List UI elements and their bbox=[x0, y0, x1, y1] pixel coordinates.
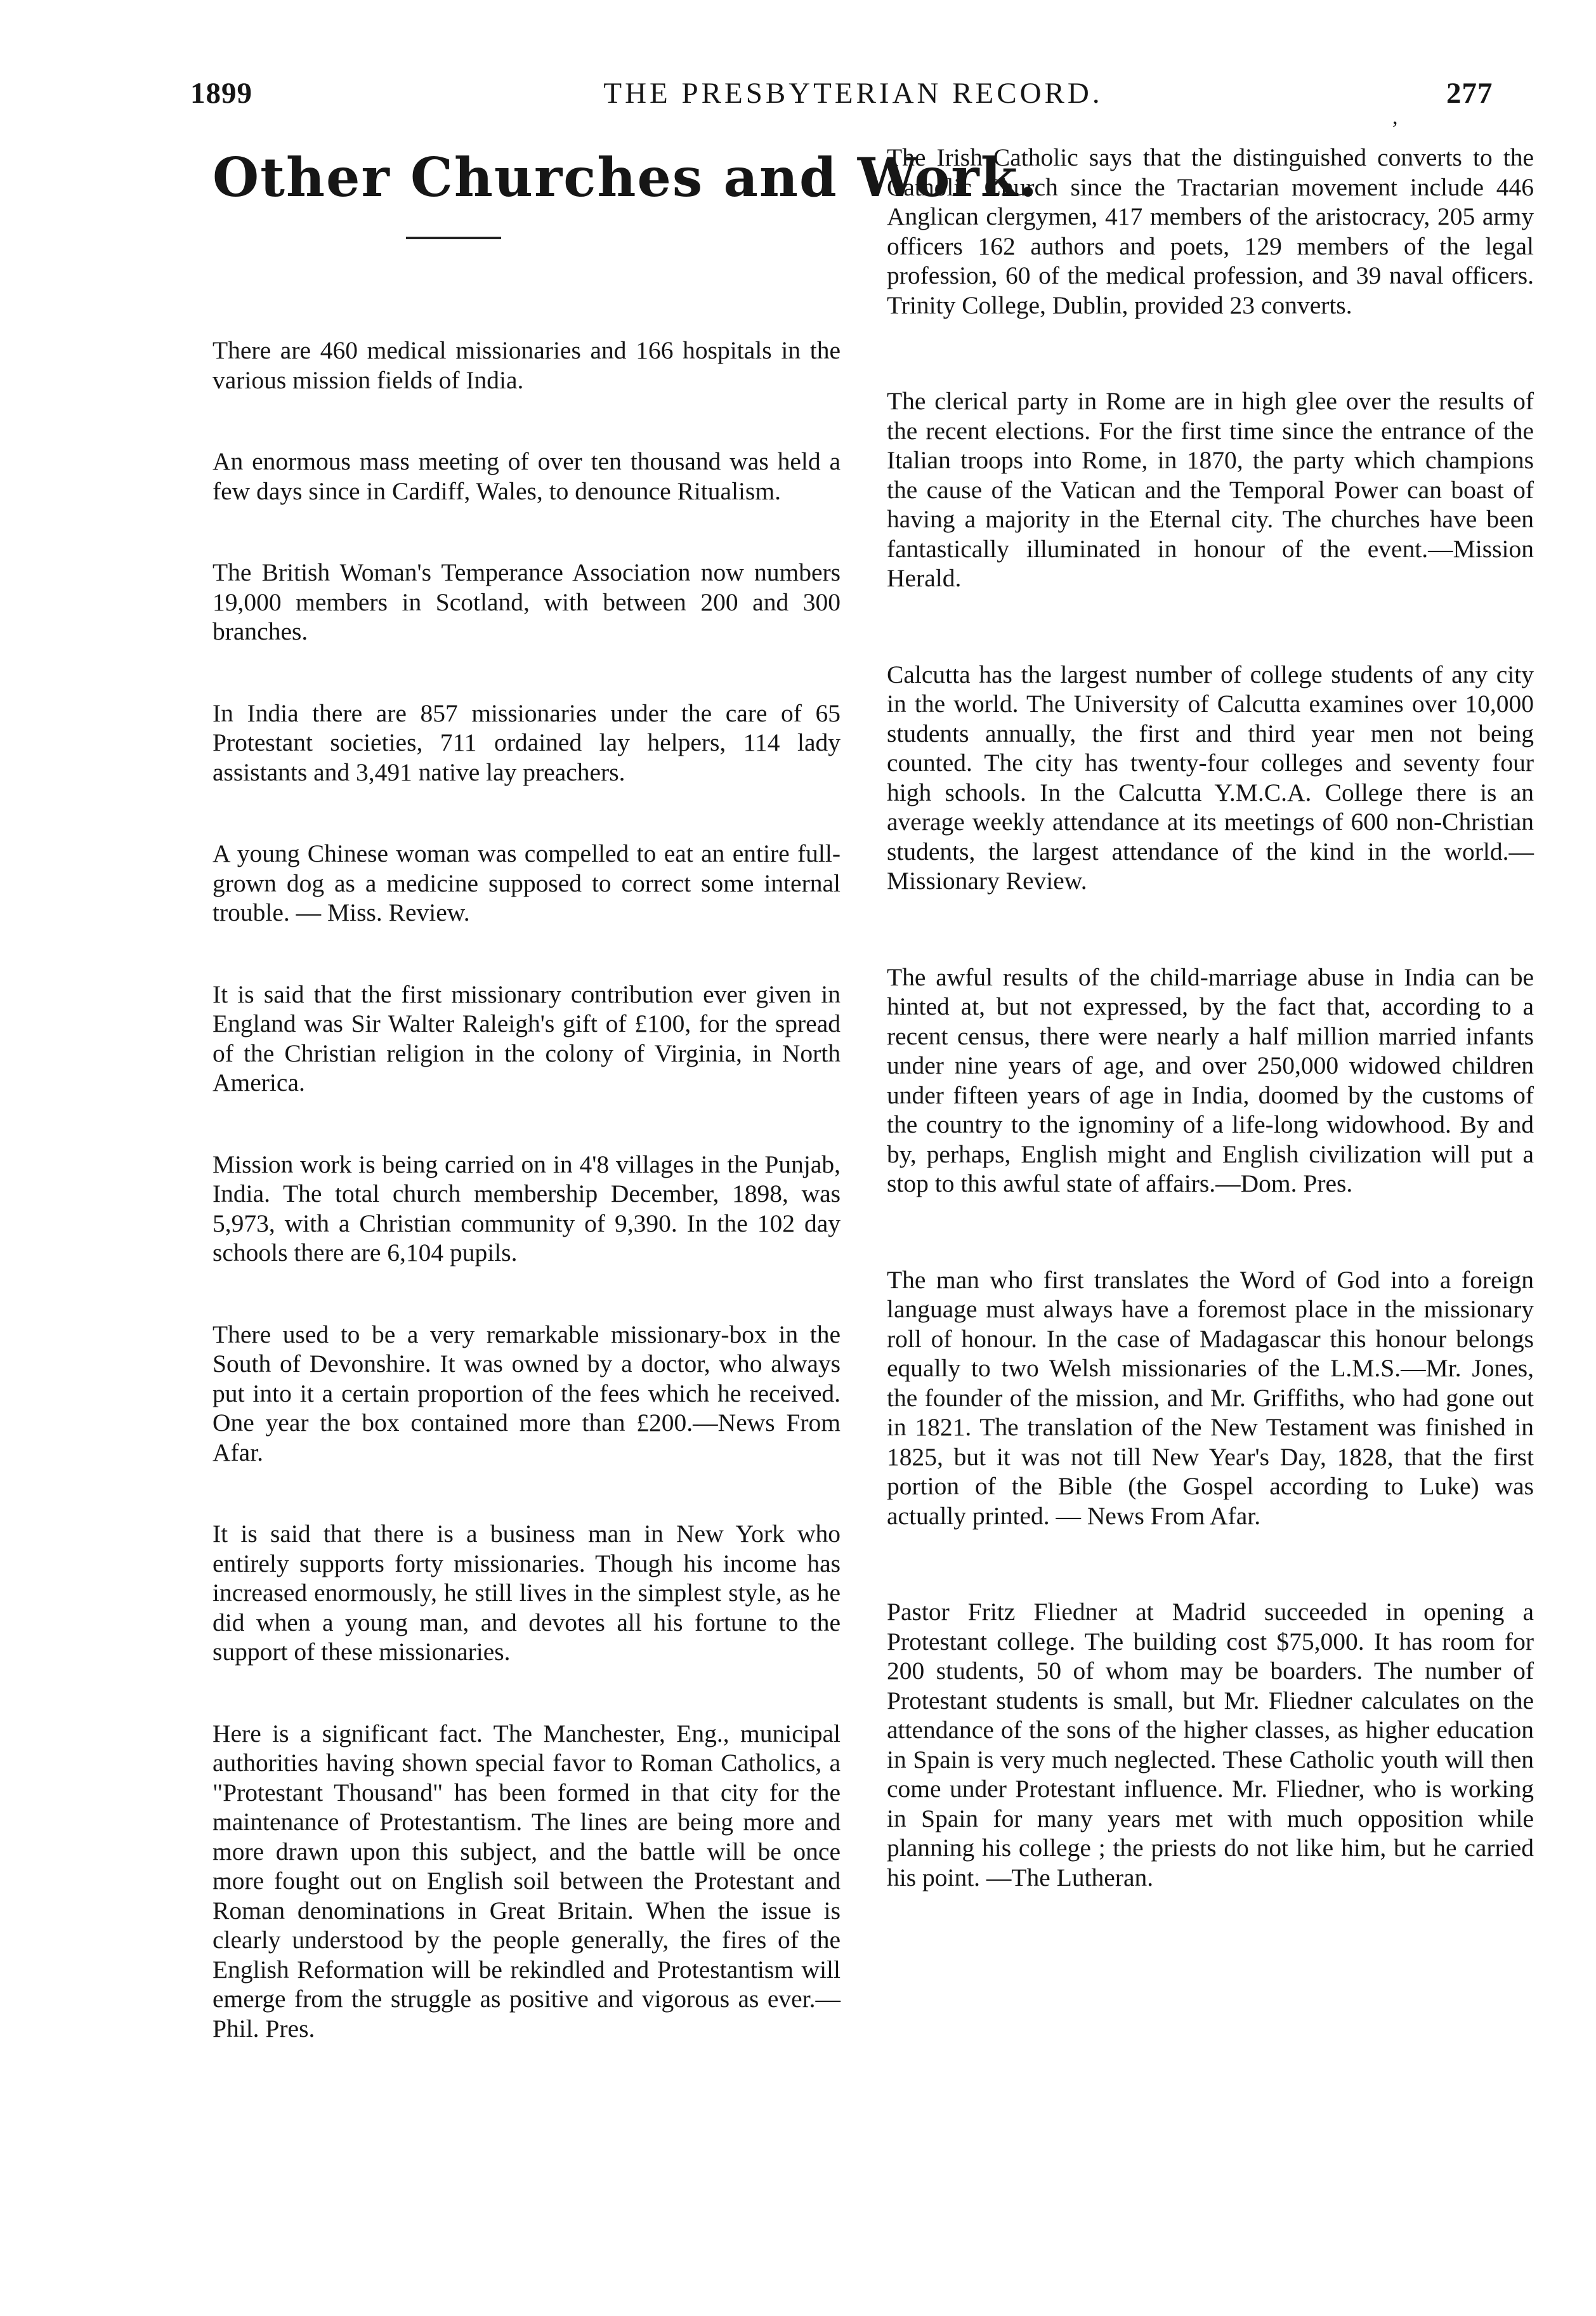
section-title: Other Churches and Work. bbox=[213, 146, 1039, 209]
page-number: 277 bbox=[1446, 77, 1493, 110]
news-item: There used to be a very remarkable missionary-box in the South of Devonshire. It was owned by a doctor, who always put into it a certain proportion of the fees which he received. One year the box contained more than £200.—News From Afar. bbox=[213, 1320, 841, 1466]
news-item: It is said that there is a business man in New York who entirely supports forty missionaries. Though his income has increased enormously, he still lives in the simplest style, as he did when a young man, and devotes all his fortune to the support of these missionaries. bbox=[213, 1520, 841, 1666]
right-column bbox=[887, 143, 1534, 1892]
news-item: Here is a significant fact. The Manchester, Eng., municipal authorities having shown special favor to Roman Catholics, a "Protestant Thousand" has been formed in that city for the maintenance of Protestantism. The lines are being more and more drawn upon this subject, and the battle will be once more fought out on English soil between the Protestant and Roman denominations in Great Britain. When the issue is clearly understood by the people generally, the fires of the English Reformation will be rekindled and Protestantism will emerge from the struggle as positive and vigorous as ever.—Phil. Pres. bbox=[213, 1719, 841, 2043]
news-item: The awful results of the child-marriage abuse in India can be hinted at, but not expressed, by the fact that, according to a recent census, there were nearly a half million married infants under nine years of age, and over 250,000 widowed children under fifteen years of age in India, doomed by the customs of the country to the ignominy of a life-long widowhood. By and by, perhaps, English might and English civilization will put a stop to this awful state of affairs.—Dom. Pres. bbox=[887, 963, 1534, 1197]
news-item: The clerical party in Rome are in high glee over the results of the recent elections. For the first time since the entrance of the Italian troops into Rome, in 1870, the party which champions the cause of the Vatican and the Temporal Power can boast of having a majority in the Eternal city. The churches have been fantastically illuminated in honour of the event.—Mission Herald. bbox=[887, 387, 1534, 592]
news-item: The British Woman's Temperance Association now numbers 19,000 members in Scotland, with between 200 and 300 branches. bbox=[213, 558, 841, 645]
news-item: It is said that the first missionary contribution ever given in England was Sir Walter Raleigh's gift of £100, for the spread of the Christian religion in the colony of Virginia, in North America. bbox=[213, 980, 841, 1096]
section-divider bbox=[406, 237, 501, 239]
news-item: The Irish Catholic says that the distinguished converts to the Catholic Church since the Tractarian movement include 446 Anglican clergymen, 417 members of the aristocracy, 205 army officers 162 authors and poets, 129 members of the legal profession, 60 of the medical profession, and 39 naval officers. Trinity College, Dublin, provided 23 converts. bbox=[887, 143, 1534, 319]
header-mark: , bbox=[1392, 105, 1399, 129]
news-item: Calcutta has the largest number of college students of any city in the world. The University of Calcutta examines over 10,000 students annually, the first and third year men not being counted. The city has twenty-four colleges and seventy four high schools. In the Calcutta Y.M.C.A. College there is an average weekly attendance at its meetings of 600 non-Christian students, the largest attendance of the kind in the world.—Missionary Review. bbox=[887, 660, 1534, 895]
publication-title: THE PRESBYTERIAN RECORD. bbox=[603, 77, 1103, 110]
left-column bbox=[213, 143, 1039, 2043]
news-item: In India there are 857 missionaries under the care of 65 Protestant societies, 711 ordained lay helpers, 114 lady assistants and 3,491 native lay preachers. bbox=[213, 699, 841, 786]
header-year: 1899 bbox=[190, 77, 252, 110]
news-item: There are 460 medical missionaries and 166 hospitals in the various mission fields of India. bbox=[213, 336, 841, 394]
news-item: A young Chinese woman was compelled to eat an entire full-grown dog as a medicine supposed to correct some internal trouble. — Miss. Review. bbox=[213, 839, 841, 926]
news-item: An enormous mass meeting of over ten thousand was held a few days since in Cardiff, Wales, to denounce Ritualism. bbox=[213, 447, 841, 505]
news-item: The man who first translates the Word of God into a foreign language must always have a foremost place in the missionary roll of honour. In the case of Madagascar this honour belongs equally to two Welsh missionaries of the L.M.S.—Mr. Jones, the founder of the mission, and Mr. Griffiths, who had gone out in 1821. The translation of the New Testament was finished in 1825, but it was not till New Year's Day, 1828, that the first portion of the Bible (the Gospel according to Luke) was actually printed. — News From Afar. bbox=[887, 1265, 1534, 1530]
news-item: Mission work is being carried on in 4'8 villages in the Punjab, India. The total church membership December, 1898, was 5,973, with a Christian community of 9,390. In the 102 day schools there are 6,104 pupils. bbox=[213, 1150, 841, 1267]
news-item: Pastor Fritz Fliedner at Madrid succeeded in opening a Protestant college. The building cost $75,000. It has room for 200 students, 50 of whom may be boarders. The number of Protestant students is small, but Mr. Fliedner calculates on the attendance of the sons of the higher classes, as higher education in Spain is very much neglected. These Catholic youth will then come under Protestant influence. Mr. Fliedner, who is working in Spain for many years met with much opposition while planning his college ; the priests do not like him, but he carried his point. —The Lutheran. bbox=[887, 1598, 1534, 1892]
